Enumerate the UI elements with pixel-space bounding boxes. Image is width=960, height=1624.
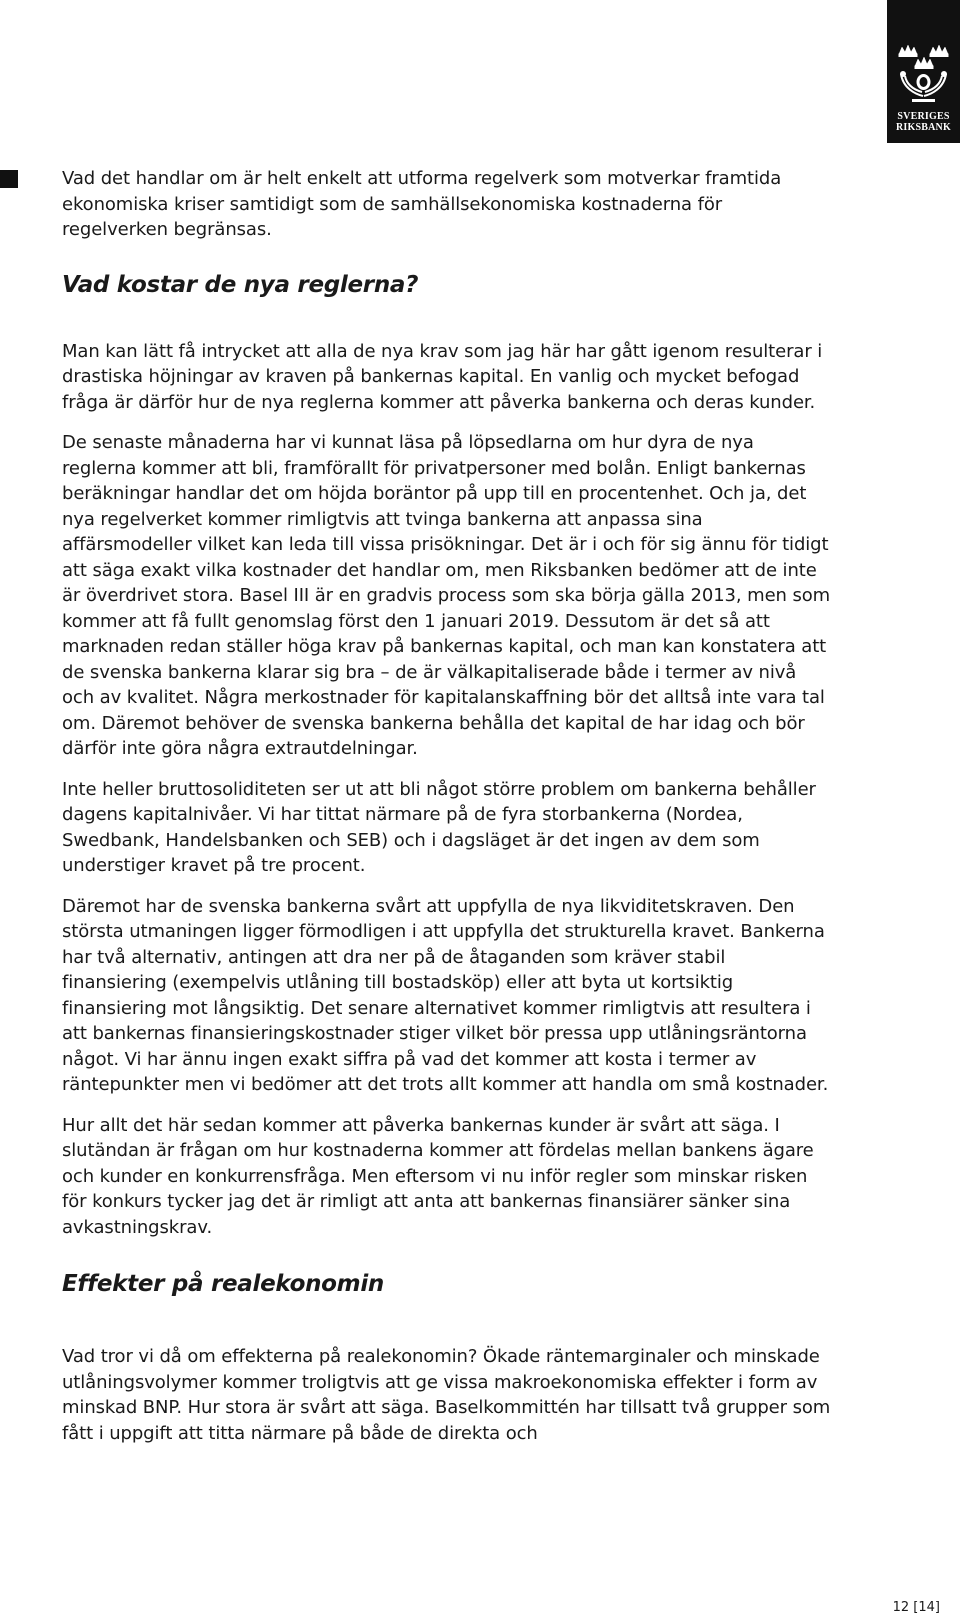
- margin-marker: [0, 170, 18, 188]
- paragraph-intro: Vad det handlar om är helt enkelt att utforma regelverk som motverkar framtida ekonomiska kriser samtidigt som de samhällsekonomiska kostnaderna för regelverken begränsas.: [62, 168, 782, 240]
- document-body: [62, 166, 832, 1446]
- heading-effects: Effekter på realekonomin: [62, 1271, 384, 1297]
- paragraph-3: Inte heller bruttosoliditeten ser ut att bli något större problem om bankerna behåller dagens kapitalnivåer. Vi har tittat närmare på de fyra storbankerna (Nordea, Swedbank, Handelsbanken och SEB) och i dagsläget är det ingen av dem som understiger kravet på tre procent.: [62, 778, 816, 876]
- paragraph-5: Hur allt det här sedan kommer att påverka bankernas kunder är svårt att säga. I slutändan är frågan om hur kostnaderna kommer att fördelas mellan bankens ägare och kunder en konkurrensfråga. Men eftersom vi nu inför regler som minskar risken för konkurs tycker jag det är rimligt att anta att bankernas finansiärer sänker sina avkastningskrav.: [62, 1114, 814, 1238]
- riksbank-logo: [887, 0, 960, 143]
- paragraph-2: De senaste månaderna har vi kunnat läsa på löpsedlarna om hur dyra de nya reglerna kommer att bli, framförallt för privatpersoner med bolån. Enligt bankernas beräkningar handlar det om höjda boräntor på upp till en procentenhet. Och ja, det nya regelverket kommer rimligtvis att tvinga bankerna att anpassa sina affärsmodeller vilket kan leda till vissa prisökningar. Det är i och för sig ännu för tidigt att säga exakt vilka kostnader det handlar om, men Riksbanken bedömer att de inte är överdrivet stora. Basel III är en gradvis process som ska börja gälla 2013, men som kommer att få fullt genomslag först den 1 januari 2019. Dessutom är det så att marknaden redan ställer höga krav på bankernas kapital, och man kan konstatera att de svenska bankerna klarar sig bra – de är välkapitaliserade både i termer av nivå och av kvalitet. Några merkostnader för kapitalanskaffning bör det alltså inte vara tal om. Däremot behöver de svenska bankerna behålla det kapital de har idag och bör därför inte göra några extrautdelningar.: [62, 432, 831, 759]
- crown-emblem-icon: [895, 44, 952, 106]
- paragraph-6: Vad tror vi då om effekterna på realekonomin? Ökade räntemarginaler och minskade utlåningsvolymer kommer troligtvis att ge vissa makroekonomiska effekter i form av minskad BNP. Hur stora är svårt att säga. Baselkommittén har tillsatt två grupper som fått i uppgift att titta närmare på både de direkta och: [62, 1346, 831, 1444]
- heading-costs: Vad kostar de nya reglerna?: [62, 271, 419, 298]
- paragraph-4: Däremot har de svenska bankerna svårt att uppfylla de nya likviditetskraven. Den största utmaningen ligger förmodligen i att uppfylla det strukturella kravet. Bankerna har två alternativ, antingen att dra ner på de åtaganden som kräver stabil finansiering (exempelvis utlåning till bostadsköp) eller att byta ut kortsiktig finansiering mot långsiktig. Det senare alternativet kommer rimligtvis att resultera i att bankernas finansieringskostnader stiger vilket bör pressa upp utlåningsräntorna något. Vi har ännu ingen exakt siffra på vad det kommer att kosta i termer av räntepunkter men vi bedömer att det trots allt kommer att handla om små kostnader.: [62, 895, 829, 1095]
- paragraph-1: Man kan lätt få intrycket att alla de nya krav som jag här har gått igenom resulterar i drastiska höjningar av kraven på bankernas kapital. En vanlig och mycket befogad fråga är därför hur de nya reglerna kommer att påverka bankerna och deras kunder.: [62, 340, 823, 413]
- page-number: 12 [14]: [892, 1600, 940, 1615]
- logo-text-line2: RIKSBANK: [896, 122, 951, 133]
- logo-text-line1: SVERIGES: [897, 111, 950, 122]
